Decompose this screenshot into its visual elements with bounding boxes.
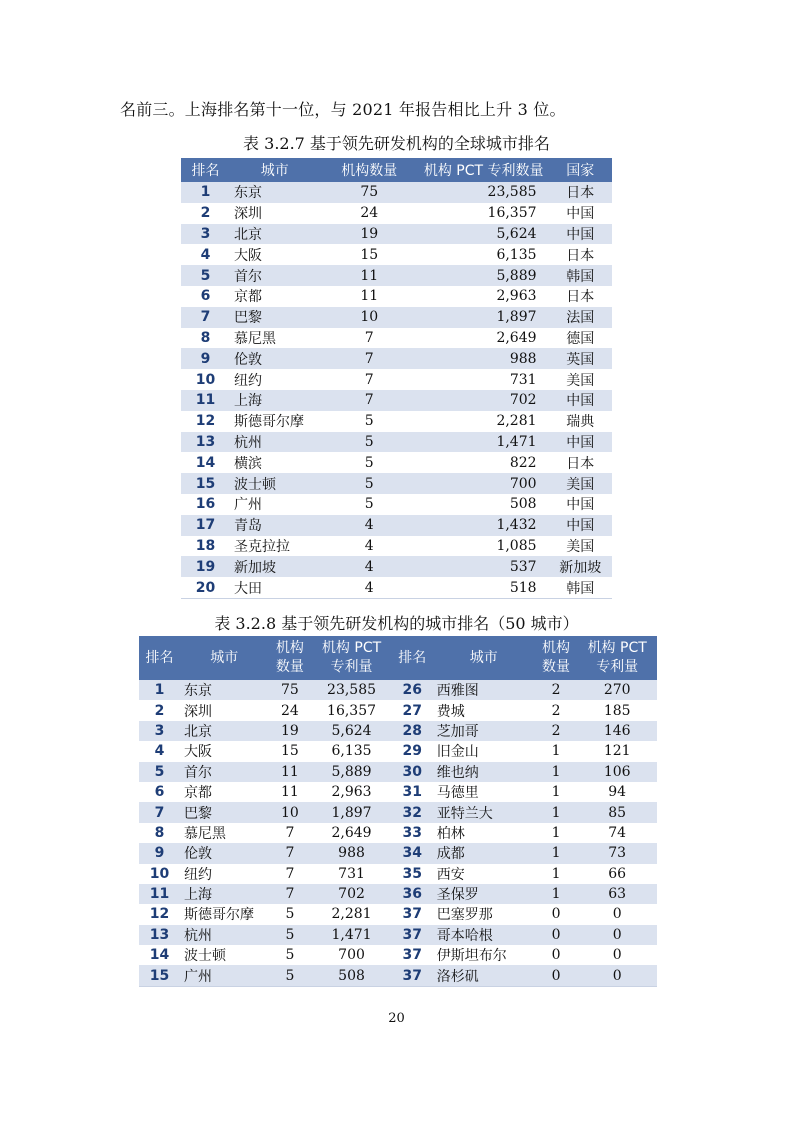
table-row <box>181 203 612 224</box>
patent-count-cell-b: 63 <box>577 884 657 904</box>
city-cell: 波士顿 <box>180 945 269 965</box>
country-cell: 美国 <box>549 536 612 557</box>
table-row <box>181 411 612 432</box>
patent-count-cell: 1,471 <box>311 925 391 945</box>
table-row <box>181 390 612 411</box>
patent-count-cell: 1,085 <box>419 536 549 557</box>
city-cell-b: 哥本哈根 <box>433 925 535 945</box>
city-cell: 圣克拉拉 <box>230 536 320 557</box>
city-cell: 杭州 <box>180 925 269 945</box>
country-cell: 日本 <box>549 182 612 203</box>
rank-cell-b: 29 <box>392 741 433 761</box>
org-count-cell: 19 <box>269 721 312 741</box>
table-row <box>181 265 612 286</box>
rank-cell: 1 <box>139 680 180 700</box>
rank-cell: 9 <box>181 348 230 369</box>
table-row <box>139 965 657 986</box>
patent-count-cell-b: 94 <box>577 782 657 802</box>
rank-cell: 18 <box>181 536 230 557</box>
org-count-cell: 4 <box>320 536 419 557</box>
patent-count-cell: 822 <box>419 452 549 473</box>
org-count-cell-b: 1 <box>535 802 578 822</box>
org-count-cell-b: 2 <box>535 680 578 700</box>
table-row <box>181 224 612 245</box>
table-row <box>181 536 612 557</box>
patent-count-cell: 988 <box>311 843 391 863</box>
patent-count-cell: 5,889 <box>419 265 549 286</box>
org-count-cell: 4 <box>320 515 419 536</box>
city-cell: 斯德哥尔摩 <box>180 904 269 924</box>
table1-header-city: 城市 <box>230 158 320 182</box>
global-city-ranking-table <box>181 158 612 599</box>
patent-count-cell: 702 <box>311 884 391 904</box>
rank-cell: 13 <box>139 925 180 945</box>
city-cell: 新加坡 <box>230 556 320 577</box>
city-cell: 巴黎 <box>230 307 320 328</box>
table2-header-patents-b-line1: 机构 PCT <box>587 640 647 656</box>
table1-header-country: 国家 <box>549 158 612 182</box>
city-cell: 大田 <box>230 577 320 598</box>
rank-cell: 9 <box>139 843 180 863</box>
city-cell: 伦敦 <box>230 348 320 369</box>
org-count-cell-b: 1 <box>535 762 578 782</box>
org-count-cell-b: 1 <box>535 864 578 884</box>
city-cell: 青岛 <box>230 515 320 536</box>
table-row <box>139 802 657 822</box>
patent-count-cell-b: 73 <box>577 843 657 863</box>
city-cell: 纽约 <box>230 369 320 390</box>
country-cell: 中国 <box>549 432 612 453</box>
org-count-cell: 10 <box>269 802 312 822</box>
city-cell-b: 巴塞罗那 <box>433 904 535 924</box>
table-row <box>181 307 612 328</box>
table-row <box>139 925 657 945</box>
country-cell: 中国 <box>549 203 612 224</box>
org-count-cell: 5 <box>320 432 419 453</box>
org-count-cell-b: 0 <box>535 904 578 924</box>
rank-cell: 8 <box>181 328 230 349</box>
city-cell-b: 旧金山 <box>433 741 535 761</box>
rank-cell: 2 <box>181 203 230 224</box>
org-count-cell-b: 2 <box>535 700 578 720</box>
org-count-cell: 10 <box>320 307 419 328</box>
table-row <box>139 741 657 761</box>
rank-cell: 14 <box>181 452 230 473</box>
city-cell-b: 伊斯坦布尔 <box>433 945 535 965</box>
table-row <box>139 680 657 700</box>
table2-header-orgs-b <box>535 636 578 680</box>
city-cell-b: 西雅图 <box>433 680 535 700</box>
patent-count-cell: 2,281 <box>311 904 391 924</box>
org-count-cell: 5 <box>320 473 419 494</box>
org-count-cell: 24 <box>320 203 419 224</box>
org-count-cell-b: 1 <box>535 884 578 904</box>
city-cell-b: 马德里 <box>433 782 535 802</box>
country-cell: 英国 <box>549 348 612 369</box>
city-cell: 慕尼黑 <box>180 823 269 843</box>
city-cell: 东京 <box>230 182 320 203</box>
city-cell-b: 成都 <box>433 843 535 863</box>
org-count-cell: 11 <box>269 762 312 782</box>
table-row <box>139 884 657 904</box>
org-count-cell: 75 <box>269 680 312 700</box>
city-cell: 大阪 <box>180 741 269 761</box>
rank-cell: 17 <box>181 515 230 536</box>
org-count-cell: 5 <box>320 452 419 473</box>
page-number: 20 <box>388 1011 405 1026</box>
country-cell: 新加坡 <box>549 556 612 577</box>
table-row <box>139 823 657 843</box>
city-cell-b: 亚特兰大 <box>433 802 535 822</box>
table2-header-patents-line2: 专利量 <box>330 659 373 675</box>
table-row <box>139 945 657 965</box>
rank-cell-b: 27 <box>392 700 433 720</box>
org-count-cell: 7 <box>320 348 419 369</box>
patent-count-cell: 5,889 <box>311 762 391 782</box>
patent-count-cell: 16,357 <box>311 700 391 720</box>
country-cell: 法国 <box>549 307 612 328</box>
org-count-cell: 4 <box>320 577 419 598</box>
rank-cell: 4 <box>139 741 180 761</box>
patent-count-cell: 23,585 <box>419 182 549 203</box>
rank-cell: 16 <box>181 494 230 515</box>
city-cell: 波士顿 <box>230 473 320 494</box>
table-row <box>181 452 612 473</box>
org-count-cell: 7 <box>269 884 312 904</box>
rank-cell: 2 <box>139 700 180 720</box>
country-cell: 美国 <box>549 473 612 494</box>
table-row <box>181 494 612 515</box>
city-cell: 伦敦 <box>180 843 269 863</box>
table2-header-orgs-line1: 机构 <box>275 640 304 656</box>
org-count-cell: 11 <box>320 286 419 307</box>
table1-body <box>181 182 612 598</box>
table2-header-rank-b: 排名 <box>392 636 433 680</box>
org-count-cell-b: 0 <box>535 925 578 945</box>
patent-count-cell: 1,897 <box>419 307 549 328</box>
org-count-cell: 11 <box>320 265 419 286</box>
patent-count-cell: 6,135 <box>311 741 391 761</box>
country-cell: 瑞典 <box>549 411 612 432</box>
rank-cell-b: 28 <box>392 721 433 741</box>
rank-cell: 1 <box>181 182 230 203</box>
table-row <box>139 864 657 884</box>
patent-count-cell-b: 0 <box>577 965 657 986</box>
patent-count-cell-b: 74 <box>577 823 657 843</box>
rank-cell: 8 <box>139 823 180 843</box>
patent-count-cell: 731 <box>311 864 391 884</box>
rank-cell: 11 <box>181 390 230 411</box>
patent-count-cell: 6,135 <box>419 244 549 265</box>
patent-count-cell: 1,471 <box>419 432 549 453</box>
city-cell: 东京 <box>180 680 269 700</box>
org-count-cell: 4 <box>320 556 419 577</box>
table-row <box>181 515 612 536</box>
org-count-cell-b: 1 <box>535 823 578 843</box>
city-cell: 京都 <box>180 782 269 802</box>
city-cell: 首尔 <box>180 762 269 782</box>
city-cell-b: 费城 <box>433 700 535 720</box>
city-cell-b: 西安 <box>433 864 535 884</box>
org-count-cell: 11 <box>269 782 312 802</box>
rank-cell: 4 <box>181 244 230 265</box>
patent-count-cell: 537 <box>419 556 549 577</box>
rank-cell: 15 <box>181 473 230 494</box>
rank-cell: 7 <box>139 802 180 822</box>
org-count-cell-b: 0 <box>535 945 578 965</box>
patent-count-cell: 1,897 <box>311 802 391 822</box>
table-row <box>181 244 612 265</box>
org-count-cell: 15 <box>269 741 312 761</box>
patent-count-cell-b: 121 <box>577 741 657 761</box>
rank-cell: 13 <box>181 432 230 453</box>
country-cell: 德国 <box>549 328 612 349</box>
patent-count-cell: 2,649 <box>419 328 549 349</box>
org-count-cell-b: 1 <box>535 741 578 761</box>
rank-cell: 7 <box>181 307 230 328</box>
table-row <box>181 348 612 369</box>
org-count-cell: 5 <box>269 945 312 965</box>
patent-count-cell: 518 <box>419 577 549 598</box>
table1-header-row <box>181 158 612 182</box>
patent-count-cell: 700 <box>419 473 549 494</box>
rank-cell: 11 <box>139 884 180 904</box>
table-row <box>139 721 657 741</box>
table2-header-orgs-b-line1: 机构 <box>542 640 571 656</box>
patent-count-cell-b: 85 <box>577 802 657 822</box>
table-row <box>139 782 657 802</box>
table2-header-rank: 排名 <box>139 636 180 680</box>
patent-count-cell: 2,963 <box>419 286 549 307</box>
city-cell: 广州 <box>230 494 320 515</box>
patent-count-cell: 700 <box>311 945 391 965</box>
rank-cell: 10 <box>139 864 180 884</box>
table2-header-patents-b <box>577 636 657 680</box>
table2-header-patents-line1: 机构 PCT <box>321 640 382 656</box>
city-cell: 大阪 <box>230 244 320 265</box>
patent-count-cell: 2,963 <box>311 782 391 802</box>
table2-header-city: 城市 <box>180 636 269 680</box>
org-count-cell: 7 <box>320 369 419 390</box>
table-row <box>139 904 657 924</box>
city-cell: 斯德哥尔摩 <box>230 411 320 432</box>
city-cell: 横滨 <box>230 452 320 473</box>
city-cell: 京都 <box>230 286 320 307</box>
rank-cell: 19 <box>181 556 230 577</box>
city-cell-b: 柏林 <box>433 823 535 843</box>
city-cell: 纽约 <box>180 864 269 884</box>
city-cell-b: 维也纳 <box>433 762 535 782</box>
table-row <box>139 700 657 720</box>
table1-caption: 表 3.2.7 基于领先研发机构的全球城市排名 <box>243 134 550 153</box>
city-cell: 深圳 <box>180 700 269 720</box>
city-ranking-50-table <box>139 636 657 987</box>
rank-cell-b: 30 <box>392 762 433 782</box>
table2-header-patents <box>311 636 391 680</box>
org-count-cell: 7 <box>269 864 312 884</box>
patent-count-cell: 731 <box>419 369 549 390</box>
patent-count-cell: 23,585 <box>311 680 391 700</box>
country-cell: 中国 <box>549 224 612 245</box>
rank-cell-b: 34 <box>392 843 433 863</box>
rank-cell: 3 <box>181 224 230 245</box>
city-cell: 北京 <box>230 224 320 245</box>
patent-count-cell: 2,649 <box>311 823 391 843</box>
patent-count-cell: 5,624 <box>311 721 391 741</box>
patent-count-cell-b: 0 <box>577 925 657 945</box>
patent-count-cell-b: 0 <box>577 904 657 924</box>
country-cell: 日本 <box>549 452 612 473</box>
rank-cell: 6 <box>139 782 180 802</box>
org-count-cell: 7 <box>269 843 312 863</box>
rank-cell-b: 26 <box>392 680 433 700</box>
city-cell: 慕尼黑 <box>230 328 320 349</box>
table2-body <box>139 680 657 986</box>
country-cell: 日本 <box>549 244 612 265</box>
org-count-cell: 5 <box>269 925 312 945</box>
city-cell-b: 圣保罗 <box>433 884 535 904</box>
city-cell: 巴黎 <box>180 802 269 822</box>
rank-cell: 14 <box>139 945 180 965</box>
country-cell: 中国 <box>549 494 612 515</box>
rank-cell: 10 <box>181 369 230 390</box>
patent-count-cell: 508 <box>419 494 549 515</box>
city-cell-b: 芝加哥 <box>433 721 535 741</box>
patent-count-cell: 2,281 <box>419 411 549 432</box>
city-cell: 北京 <box>180 721 269 741</box>
rank-cell-b: 37 <box>392 965 433 986</box>
org-count-cell: 7 <box>320 328 419 349</box>
country-cell: 韩国 <box>549 577 612 598</box>
org-count-cell: 5 <box>320 494 419 515</box>
city-cell: 杭州 <box>230 432 320 453</box>
org-count-cell: 5 <box>320 411 419 432</box>
table-row <box>181 556 612 577</box>
table-row <box>181 369 612 390</box>
rank-cell: 12 <box>181 411 230 432</box>
org-count-cell: 19 <box>320 224 419 245</box>
rank-cell: 5 <box>181 265 230 286</box>
table1-header-patents: 机构 PCT 专利数量 <box>419 158 549 182</box>
table-row <box>139 843 657 863</box>
patent-count-cell: 988 <box>419 348 549 369</box>
patent-count-cell: 1,432 <box>419 515 549 536</box>
table2-caption: 表 3.2.8 基于领先研发机构的城市排名（50 城市） <box>214 614 579 633</box>
country-cell: 中国 <box>549 515 612 536</box>
org-count-cell-b: 1 <box>535 843 578 863</box>
table2-header-row <box>139 636 657 680</box>
org-count-cell: 75 <box>320 182 419 203</box>
org-count-cell: 7 <box>269 823 312 843</box>
org-count-cell-b: 2 <box>535 721 578 741</box>
rank-cell-b: 35 <box>392 864 433 884</box>
patent-count-cell: 702 <box>419 390 549 411</box>
table1-header-orgs: 机构数量 <box>320 158 419 182</box>
country-cell: 日本 <box>549 286 612 307</box>
org-count-cell: 15 <box>320 244 419 265</box>
country-cell: 中国 <box>549 390 612 411</box>
rank-cell-b: 36 <box>392 884 433 904</box>
table-row <box>181 286 612 307</box>
rank-cell-b: 31 <box>392 782 433 802</box>
rank-cell-b: 33 <box>392 823 433 843</box>
table2-header-orgs-b-line2: 数量 <box>542 659 571 675</box>
table-row <box>139 762 657 782</box>
org-count-cell-b: 1 <box>535 782 578 802</box>
rank-cell: 15 <box>139 965 180 986</box>
city-cell: 广州 <box>180 965 269 986</box>
table-row <box>181 432 612 453</box>
city-cell: 深圳 <box>230 203 320 224</box>
org-count-cell-b: 0 <box>535 965 578 986</box>
patent-count-cell: 5,624 <box>419 224 549 245</box>
table-row <box>181 577 612 598</box>
rank-cell-b: 37 <box>392 925 433 945</box>
rank-cell-b: 37 <box>392 945 433 965</box>
rank-cell-b: 37 <box>392 904 433 924</box>
patent-count-cell-b: 0 <box>577 945 657 965</box>
rank-cell: 5 <box>139 762 180 782</box>
table2-header-orgs <box>269 636 312 680</box>
rank-cell-b: 32 <box>392 802 433 822</box>
country-cell: 美国 <box>549 369 612 390</box>
table-row <box>181 328 612 349</box>
org-count-cell: 5 <box>269 904 312 924</box>
org-count-cell: 5 <box>269 965 312 986</box>
city-cell-b: 洛杉矶 <box>433 965 535 986</box>
table2-header-patents-b-line2: 专利量 <box>596 659 639 675</box>
org-count-cell: 24 <box>269 700 312 720</box>
table2-header-city-b: 城市 <box>433 636 535 680</box>
table2-header-orgs-line2: 数量 <box>275 659 304 675</box>
city-cell: 上海 <box>230 390 320 411</box>
rank-cell: 20 <box>181 577 230 598</box>
patent-count-cell-b: 270 <box>577 680 657 700</box>
patent-count-cell-b: 146 <box>577 721 657 741</box>
rank-cell: 12 <box>139 904 180 924</box>
table1-header-rank: 排名 <box>181 158 230 182</box>
patent-count-cell-b: 66 <box>577 864 657 884</box>
patent-count-cell-b: 106 <box>577 762 657 782</box>
city-cell: 上海 <box>180 884 269 904</box>
patent-count-cell: 16,357 <box>419 203 549 224</box>
city-cell: 首尔 <box>230 265 320 286</box>
rank-cell: 3 <box>139 721 180 741</box>
country-cell: 韩国 <box>549 265 612 286</box>
table-row <box>181 182 612 203</box>
patent-count-cell-b: 185 <box>577 700 657 720</box>
rank-cell: 6 <box>181 286 230 307</box>
table-row <box>181 473 612 494</box>
intro-paragraph: 名前三。上海排名第十一位，与 2021 年报告相比上升 3 位。 <box>120 100 566 119</box>
patent-count-cell: 508 <box>311 965 391 986</box>
org-count-cell: 7 <box>320 390 419 411</box>
